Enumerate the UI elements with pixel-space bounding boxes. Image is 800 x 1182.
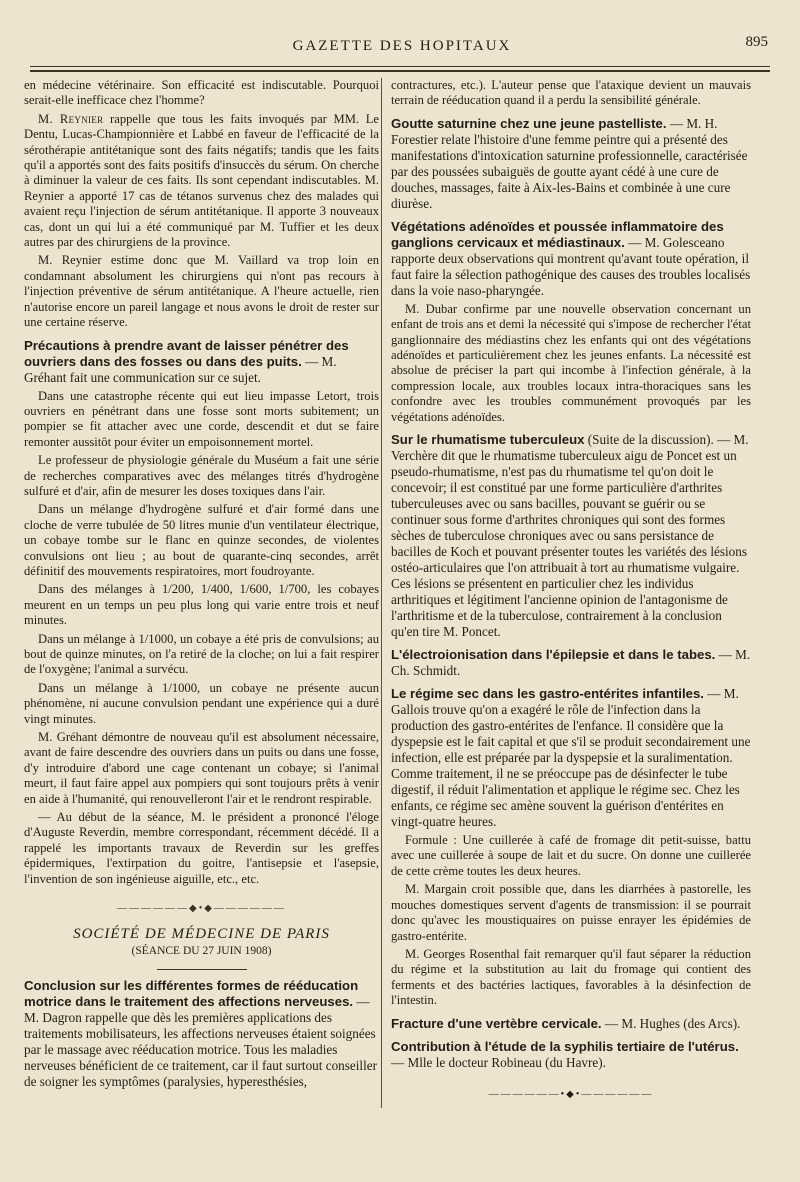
section-ornament: ——————◆•◆—————— [117,903,286,915]
section-heading [391,116,751,212]
heading-title: L'électroionisation dans l'épilepsie et dans le tabes. [391,647,716,663]
paragraph: Le professeur de physiologie générale du Muséum a fait une série de recherches comparatives avec des mélanges titrés d'hydrogène sulfuré et d'air, afin de mesurer les doses toxiques dans l'air. [24,453,379,498]
heading-title: Végétations adénoïdes et poussée inflammatoire des ganglions cervicaux et médiastinaux. [391,218,724,250]
paragraph: Dans un mélange à 1/1000, un cobaye a été pris de convulsions; au bout de quinze minutes, on l'a retiré de la cloche; on lui a fait respirer de l'oxygène; l'animal a survécu. [24,631,379,677]
paragraph: M. Margain croit possible que, dans les diarrhées à pastorelle, les mouches domestiques servent d'agents de transmission: il se pourrait donc qu'avec les moustiquaires on puisse enrayer les épidémies de gastro-entérite. [391,882,751,943]
paragraph: en médecine vétérinaire. Son efficacité est indiscutable. Pourquoi serait-elle inefficace chez l'homme? [24,78,379,108]
paragraph [24,112,379,251]
right-column [391,78,751,1102]
header-rule [30,66,770,67]
paragraph: Dans un mélange à 1/1000, un cobaye ne présente aucun phénomène, ni aucune convulsion pendant une expérience qui a duré vingt minutes. [24,680,379,726]
heading-attribution: — M. Gréhant fait une communication sur ce sujet. [24,353,337,385]
heading-attribution: — M. Golesceano rapporte deux observations qui montrent qu'avant toute opération, il faut faire la sélection pathogénique des causes des troubles localisés dans la voie naso-pharyngée. [391,234,751,298]
column-divider [381,78,382,1108]
paragraph: M. Reynier estime donc que M. Vaillard va trop loin en condamnant absolument les chirurgiens qui n'ont pas recours à l'injection préventive de sérum antitétanique. A l'heure actuelle, rien n'autorise encore un pareil langage et nous avons le droit de rester sur une certaine réserve. [24,253,379,330]
section-heading [391,219,751,299]
section-heading [391,647,751,679]
paragraph: — Au début de la séance, M. le président a prononcé l'éloge d'Auguste Reverdin, membre correspondant, récemment décédé. Il a rappelé les importants travaux de Reverdin sur les greffes épidermiques, l'extirpation du goitre, l'antisepsie et l'asepsie, l'invention de son ingénieuse aiguille, etc., etc. [24,810,379,886]
section-heading [24,978,379,1090]
section-heading [24,338,379,386]
paragraph: M. Georges Rosenthal fait remarquer qu'il faut séparer la réduction du régime et la substitution au lait du fromage qui contient des ferments et des bactéries lactiques, favorables à la désinfection de l'intestin. [391,946,751,1008]
section-heading [391,686,751,830]
section-heading [391,432,751,640]
heading-attribution: — M. Ch. Schmidt. [391,647,751,679]
paragraph: M. Dubar confirme par une nouvelle observation concernant un enfant de trois ans et demi la nécessité qui s'impose de rechercher l'état ganglionnaire des médiastins chez les enfants qui ont des végétations adénoïdes et particulièrement chez les jeunes enfants. La nécessité est absolue de préciser la part qui incombe à l'infection générale, à la compression locale, aux troubles locaux intra-thoraciques sans les confondre avec les troubles communément provoqués par les végétations adénoïdes. [391,301,751,424]
heading-title: Goutte saturnine chez une jeune pastelliste. [391,115,667,131]
heading-attribution: — M. H. Forestier relate l'histoire d'une femme peintre qui a présenté des manifestations d'intoxication saturnine professionnelle, caractérisée par des poussées subaiguës de goutte ayant cédé à une cure de douches, massages, faite à Aix-les-Bains et combinée à une cure diurèse. [391,115,748,211]
paragraph: Dans un mélange d'hydrogène sulfuré et d'air formé dans une cloche de verre tubulée de 50 litres munie d'un ventilateur électrique, un cobaye tombe sur le flanc en quinze secondes, de violentes convulsions ont lieu ; au bout de quarante-cinq secondes, arrêt définitif des mouvements respiratoires, mort foudroyante. [24,502,379,578]
heading-attribution: — M. Gallois trouve qu'on a exagéré le rôle de l'infection dans la production des gastro-entérites de l'enfance. Il considère que la dyspepsie est le fait capital et que s'il se produit secondairement une infection, elle est préparée par la dyspepsie et la suralimentation. Comme traitement, il ne se préoccupe pas de désinfecter le tube digestif, il réduit l'alimentation et applique le régime sec. Chez les enfants, ce régime sec amène souvent la guérison d'entérites en vingt-quatre heures. [391,686,751,830]
paragraph: contractures, etc.). L'auteur pense que l'ataxique devient un mauvais terrain de rééducation quand il a perdu la sensibilité générale. [391,78,751,108]
section-heading [391,1016,751,1032]
speaker-name: M. Reynier [38,111,104,126]
heading-title: Le régime sec dans les gastro-entérites infantiles. [391,686,704,702]
page-number: 895 [745,34,768,50]
short-rule [157,969,247,970]
heading-attribution: — Mlle le docteur Robineau (du Havre). [391,1054,606,1070]
heading-title: Conclusion sur les différentes formes de rééducation motrice dans le traitement des affections nerveuses. [24,978,359,1010]
session-date: (SÉANCE DU 27 JUIN 1908) [131,944,272,957]
heading-attribution: — M. Hughes (des Arcs). [601,1015,741,1031]
left-column [24,78,379,1093]
heading-attribution: — M. Dagron rappelle que dès les premières applications des traitements mobilisateurs, les affections nerveuses étaient soignées par le massage avec rééducation motrice. Tous les maladies nerveuses bénéficient de ce traitement, car il faut surtout conseiller de soigner les symptômes (paralysies, hyperesthésies, [24,994,377,1090]
running-title: GAZETTE DES HOPITAUX [292,38,512,54]
paragraph: Dans des mélanges à 1/200, 1/400, 1/600, 1/700, les cobayes meurent en un temps un peu plus long qui varie entre trois et neuf minutes. [24,582,379,628]
heading-title: Sur le rhumatisme tuberculeux [391,432,585,448]
section-heading [391,1039,751,1071]
paragraph: Formule : Une cuillerée à café de fromage dit petit-suisse, battu avec une cuillerée à soupe de lait et du sucre. On donne une cuillerée de cette crème toutes les deux heures. [391,833,751,878]
end-ornament: ——————•◆•—————— [488,1088,654,1100]
paragraph: M. Gréhant démontre de nouveau qu'il est absolument nécessaire, avant de faire descendre des ouvriers dans un puits ou dans une fosse, d'y introduire d'abord une cage contenant un cobaye; si l'animal meurt, il faut faire appel aux pompiers qui sont toujours prêts à venir en aide à l'humanité, qui renouvelleront l'air et le rendront respirable. [24,730,379,806]
heading-title: Fracture d'une vertèbre cervicale. [391,1015,602,1031]
header-rule-thick [30,70,770,72]
heading-title: Précautions à prendre avant de laisser pénétrer des ouvriers dans des fosses ou dans des puits. [24,337,349,369]
paragraph-text: rappelle que tous les faits invoqués par MM. Le Dentu, Lucas-Championnière et Labbé en faveur de l'efficacité de la sérothérapie antitétanique sont des faits négatifs; tandis que les faits qu'il a apportés sont des faits positifs d'insuccès du sérum. On cherche à diminuer la valeur de ces faits. Ils sont cependant indiscutables. M. Reynier a apporté 17 cas de tétanos survenus chez des malades qui avaient reçu l'injection de sérum antitétanique. Il apporte 3 nouveaux cas, dont un qui lui a été communiqué par M. Tuffier et les deux autres par des chirurgiens de la province. [24,111,379,250]
paragraph: Dans une catastrophe récente qui eut lieu impasse Letort, trois ouvriers en pénétrant dans une fosse sont morts subitement; un pompier se fit attacher avec une corde, descendit et dut se faire remonter aussitôt pour éviter un empoisonnement mortel. [24,388,379,449]
heading-title: Contribution à l'étude de la syphilis tertiaire de l'utérus. [391,1038,739,1054]
heading-attribution: (Suite de la discussion). — M. Verchère dit que le rhumatisme tuberculeux aigu de Poncet est un pseudo-rhumatisme, n'est pas du rhumatisme tel qu'on doit le concevoir; il est constitué par une forme particulière d'arthrites tuberculeuses avec ou sans bacilles, pouvant se guérir ou se continuer sous forme d'arthrites chroniques qui sont des formes sèches de tuberculose chroniques avec ou sans persistance de bacilles de Koch et pouvant présenter toutes les variétés des lésions ostéo-articulaires que l'on attribuait à tort au rhumatisme vulgaire. Ces lésions se présentent en particulier chez les individus arthritiques et légitiment l'ancienne opinion de l'antagonisme de l'arthritisme et de la tuberculose, contrairement à la conclusion qu'en tire M. Poncet. [391,432,749,640]
page-header [32,34,772,60]
society-title: SOCIÉTÉ DE MÉDECINE DE PARIS [73,925,330,942]
